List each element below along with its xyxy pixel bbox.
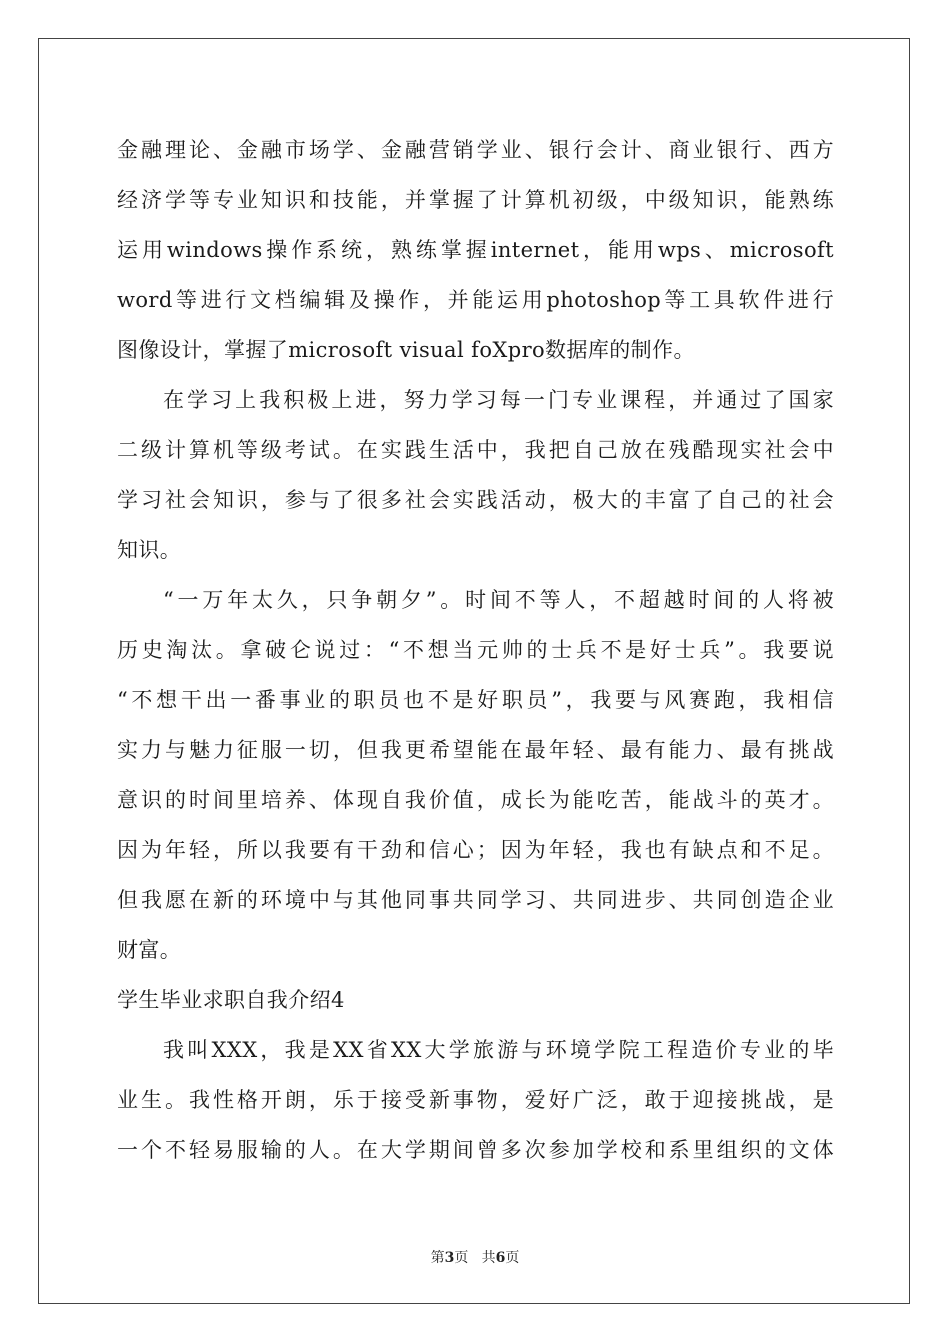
text-line: word等进行文档编辑及操作，并能运用photoshop等工具软件进行: [117, 288, 834, 312]
text-line: “一万年太久，只争朝夕”。时间不等人，不超越时间的人将被: [163, 588, 834, 612]
total-pages-suffix: 页: [505, 1250, 520, 1266]
text-line: 二级计算机等级考试。在实践生活中，我把自己放在残酷现实社会中: [117, 438, 834, 462]
text-line: 学习社会知识，参与了很多社会实践活动，极大的丰富了自己的社会: [117, 488, 834, 512]
text-line: 我叫XXX，我是XX省XX大学旅游与环境学院工程造价专业的毕: [163, 1038, 834, 1062]
text-line: 但我愿在新的环境中与其他同事共同学习、共同进步、共同创造企业: [117, 888, 834, 912]
page-number-suffix: 页: [454, 1250, 469, 1266]
text-line: 运用windows操作系统，熟练掌握internet，能用wps、microsoft: [117, 238, 834, 262]
text-line: 金融理论、金融市场学、金融营销学业、银行会计、商业银行、西方: [117, 138, 834, 162]
document-body: [117, 125, 834, 1175]
text-line: 历史淘汰。拿破仑说过：“不想当元帅的士兵不是好士兵”。我要说: [117, 638, 834, 662]
text-line: 知识。: [117, 538, 182, 562]
paragraph: [117, 575, 834, 975]
text-line: 实力与魅力征服一切，但我更希望能在最年轻、最有能力、最有挑战: [117, 738, 834, 762]
text-line: 图像设计，掌握了microsoft visual foXpro数据库的制作。: [117, 338, 695, 362]
text-line: 业生。我性格开朗，乐于接受新事物，爱好广泛，敢于迎接挑战，是: [117, 1088, 834, 1112]
paragraph: [117, 375, 834, 575]
paragraph: [117, 1025, 834, 1175]
text-line: 因为年轻，所以我要有干劲和信心；因为年轻，我也有缺点和不足。: [117, 838, 834, 862]
text-line: 在学习上我积极上进，努力学习每一门专业课程，并通过了国家: [163, 388, 834, 412]
paragraph: [117, 125, 834, 375]
page-number-prefix: 第: [430, 1250, 445, 1266]
text-line: 经济学等专业知识和技能，并掌握了计算机初级，中级知识，能熟练: [117, 188, 834, 212]
text-line: 一个不轻易服输的人。在大学期间曾多次参加学校和系里组织的文体: [117, 1138, 834, 1162]
page-footer: [0, 1247, 950, 1267]
text-line: 财富。: [117, 938, 182, 962]
total-page-count: 6: [495, 1250, 506, 1266]
text-line: 意识的时间里培养、体现自我价值，成长为能吃苦，能战斗的英才。: [117, 788, 834, 812]
total-pages-prefix: 共: [481, 1250, 496, 1266]
text-line: “不想干出一番事业的职员也不是好职员”，我要与风赛跑，我相信: [117, 688, 834, 712]
section-heading: [117, 975, 834, 1025]
current-page-number: 3: [444, 1250, 455, 1266]
heading-text: 学生毕业求职自我介绍4: [117, 988, 345, 1012]
